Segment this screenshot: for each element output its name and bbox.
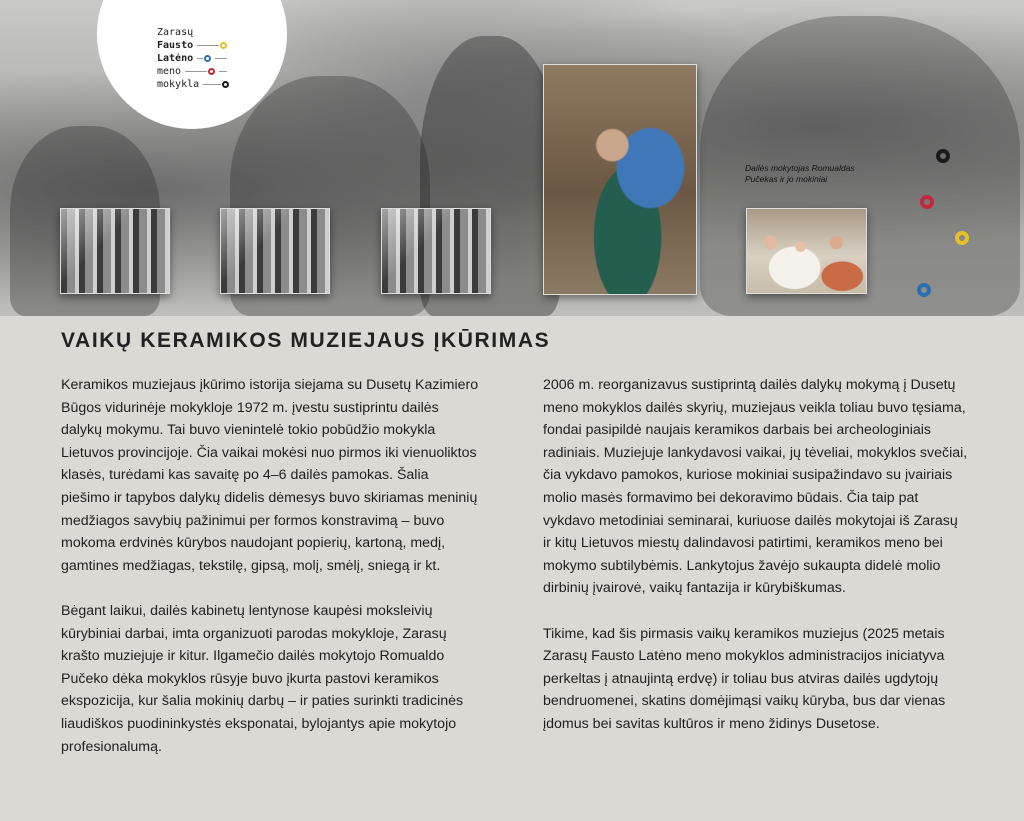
yellow-dot-icon (220, 42, 227, 49)
potter-photo (543, 64, 697, 295)
left-paragraph-2: Bėgant laikui, dailės kabinetų lentynose kaupėsi moksleivių kūrybiniai darbai, imta organizuoti parodas mokykloje, Zarasų krašto muziejuje ir kitur. Ilgamečio dailės mokytojo Romualdo Pučeko dėka mokyklos rūsyje buvo įkurta pastovi keramikos ekspozicija, kur šalia mokinių darbų – ir paties surinkti tradicinės liaudiškos puodininkystės eksponatai, bylojantys apie mokytojo profesionalumą. (61, 602, 464, 755)
yellow-ring-icon (955, 231, 969, 245)
black-dot-icon (222, 81, 229, 88)
logo-line-5: mokykla (157, 79, 200, 90)
right-paragraph-1: 2006 m. reorganizavus sustiprintą dailės dalykų mokymą į Dusetų meno mokyklos dailės skyrių, muziejaus veikla toliau buvo tęsiama, fondai pasipildė naujais keramikos darbais bei archeologiniais radiniais. Muziejuje lankydavosi vaikai, jų tėveliai, mokyklos svečiai, čia vykdavo pamokos, kuriose mokiniai susipažindavo su įvairiais molio masės formavimo bei dekoravimo būdais. Čia taip pat vykdavo metodiniai seminarai, kuriuose dailės mokytojai iš Zarasų ir kitų Lietuvos miestų dalindavosi patirtimi, keramikos meno bei mokymo subtilybėmis. Lankytojus žavėjo sukaupta didelė molio dirbinių įvairovė, vaikų fantazija ir kūrybiškumas. (543, 377, 968, 597)
red-ring-icon (920, 195, 934, 209)
left-paragraph-1: Keramikos muziejaus įkūrimo istorija siejama su Dusetų Kazimiero Būgos vidurinėje mokykloje 1972 m. įvestu sustiprintu dailės dalykų mokymu. Tai buvo vienintelė tokio pobūdžio mokykla Lietuvos provincijoje. Čia vaikai mokėsi nuo pirmos iki vienuoliktos klasės, turėdami kas savaitę po 4–6 dailės pamokas. Šalia piešimo ir tapybos dalykų didelis dėmesys buvo skiriamas meninių medžiagos savybių pažinimui per formos konstravimą – buvo mokoma erdvinės kūrybos naudojant popierių, kartoną, medį, gamtines medžiagas, tekstilę, gipsą, molį, smėlį, sniegą ir kt. (61, 377, 479, 574)
logo-line-1: Zarasų (157, 27, 194, 38)
blue-ring-icon (917, 283, 931, 297)
header-banner (0, 0, 1024, 316)
archive-photo-2 (220, 208, 330, 294)
logo-line-2: Fausto (157, 40, 194, 51)
page-title: VAIKŲ KERAMIKOS MUZIEJAUS ĮKŪRIMAS (61, 329, 551, 352)
classroom-photo (746, 208, 867, 294)
red-dot-icon (208, 68, 215, 75)
archive-photo-1 (60, 208, 170, 294)
archive-photo-3 (381, 208, 491, 294)
blue-dot-icon (204, 55, 211, 62)
right-paragraph-2: Tikime, kad šis pirmasis vaikų keramikos muziejus (2025 metais Zarasų Fausto Latėno meno mokyklos administracijos iniciatyva perkeltas į atnaujintą erdvę) ir toliau bus atviras dailės ugdytojų bendruomenei, skatins domėjimąsi vaikų kūryba, bus dar vienas įdomus bei savitas kultūros ir meno židinys Dusetose. (543, 625, 946, 732)
photo-caption: Dailės mokytojas Romualdas Pučekas ir jo mokiniai (745, 163, 855, 184)
logo-line-4: meno (157, 66, 182, 77)
right-column (543, 374, 968, 758)
school-logo (157, 26, 229, 91)
left-column (61, 374, 481, 781)
logo-line-3: Latėno (157, 53, 194, 64)
black-ring-icon (936, 149, 950, 163)
